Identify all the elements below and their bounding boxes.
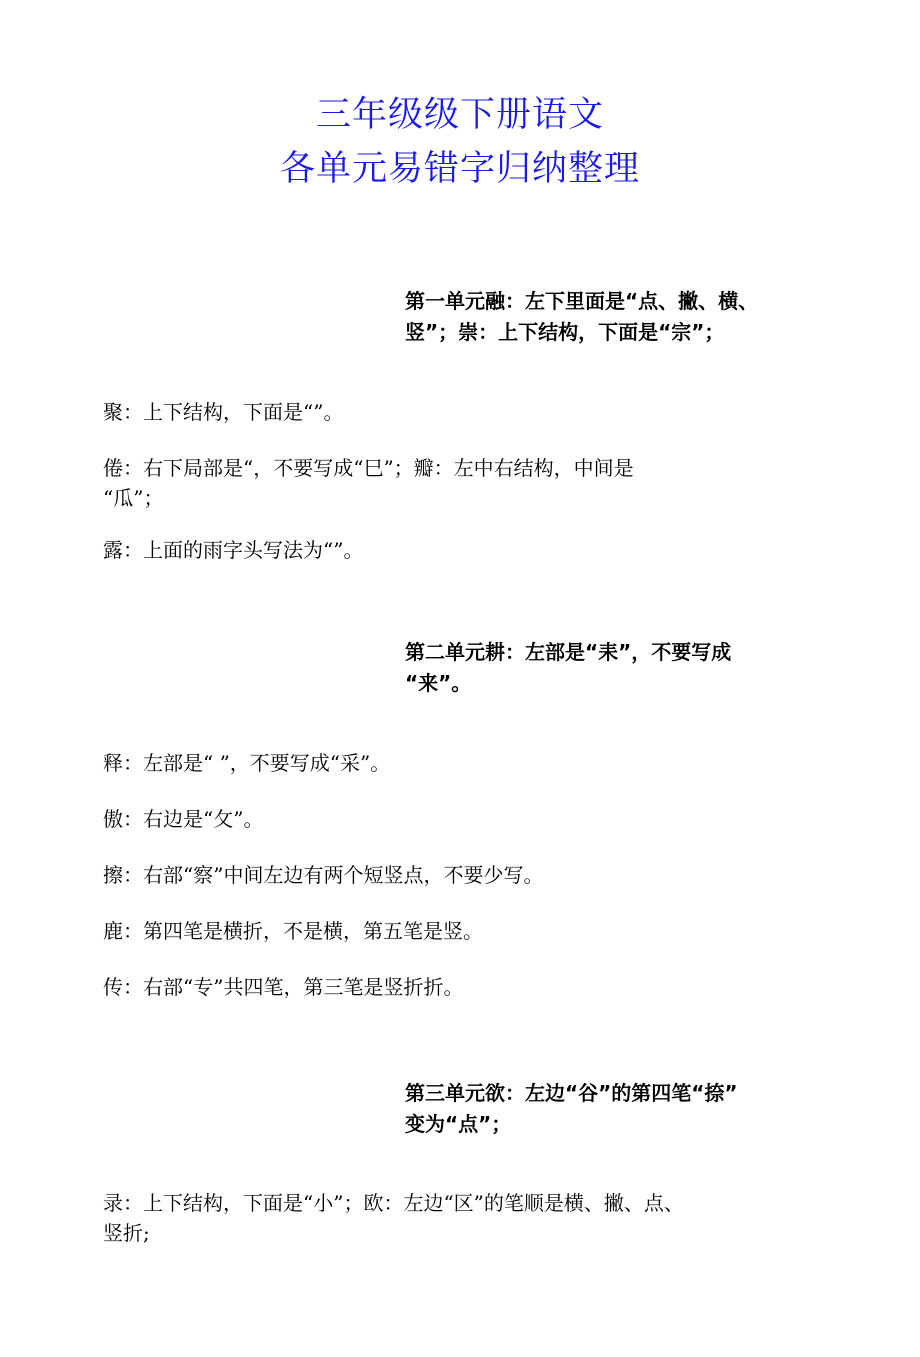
unit-2-heading-line: 第二单元耕：左部是“耒”，不要写成 <box>405 640 732 664</box>
unit-1-heading-line: 竖”；崇：上下结构，下面是“宗”； <box>405 320 725 344</box>
unit-1-heading-line: 第一单元融：左下里面是“点、撇、横、 <box>405 289 759 313</box>
note-text: 鹿：第四笔是横折，不是横，第五笔是竖。 <box>103 919 483 943</box>
unit-3-heading-line: 变为“点”； <box>405 1112 512 1136</box>
document-title-line-1: 三年级级下册语文 <box>315 95 604 135</box>
note-text: 擦：右部“察”中间左边有两个短竖点，不要少写。 <box>103 863 544 887</box>
note-text: 聚：上下结构，下面是“”。 <box>103 400 344 424</box>
note-text: 竖折; <box>103 1221 150 1245</box>
unit-2-heading-line: “来”。 <box>405 671 472 695</box>
note-text: 释：左部是“ ”，不要写成“采”。 <box>103 751 391 775</box>
unit-2-note <box>103 916 803 946</box>
unit-3-note <box>103 1188 803 1248</box>
unit-2-note <box>103 804 803 834</box>
unit-3-heading <box>405 1078 815 1140</box>
note-text: “瓜”； <box>103 486 164 510</box>
unit-1-note <box>103 397 803 427</box>
unit-2-heading <box>405 637 815 699</box>
unit-2-note <box>103 972 803 1002</box>
note-text: 录：上下结构，下面是“小”；欧：左边“区”的笔顺是横、撇、点、 <box>103 1191 684 1215</box>
unit-2-note <box>103 748 803 778</box>
unit-1-note <box>103 535 803 565</box>
unit-1-heading <box>405 286 815 348</box>
unit-3-heading-line: 第三单元欲：左边“谷”的第四笔“捺” <box>405 1081 738 1105</box>
note-text: 倦：右下局部是“，不要写成“巳”；瓣：左中右结构，中间是 <box>103 456 634 480</box>
note-text: 露：上面的雨字头写法为“”。 <box>103 538 364 562</box>
unit-2-note <box>103 860 803 890</box>
note-text: 传：右部“专”共四笔，第三笔是竖折折。 <box>103 975 464 999</box>
unit-1-note <box>103 453 803 513</box>
document-title-line-2: 各单元易错字归纳整理 <box>279 149 640 189</box>
note-text: 傲：右边是“攵”。 <box>103 807 264 831</box>
